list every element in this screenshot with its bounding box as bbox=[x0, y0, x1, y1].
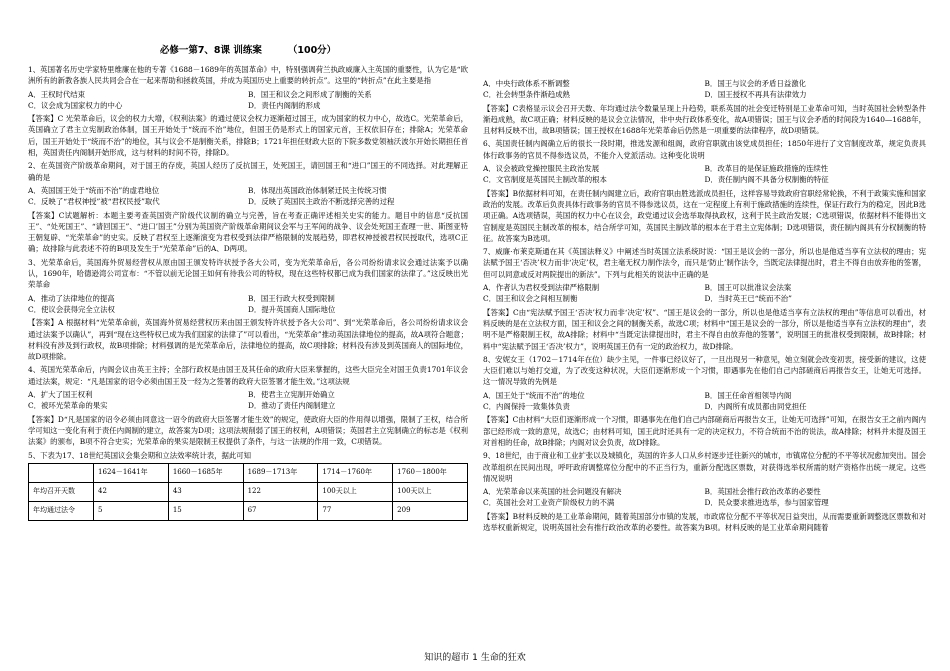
option: B．国王与议会的矛盾日益激化 bbox=[704, 79, 807, 88]
option: D．提升英国商人国际地位 bbox=[248, 304, 336, 314]
question-9: 9、18世纪，由于商业和工业扩张以及城镇化，英国的许多人口从乡村逐步迁往新兴的城市，市镇席位分配的不平等状况愈加突出。国会改革组织在民间出现，呼吁政府调整席位分配中的不正当行为，重新分配选区票数，对获得选举权所需的财产资格作出统一规定。这些情况说明 bbox=[483, 451, 926, 483]
option: C．文官制度是英国民主制改革的根本 bbox=[483, 175, 607, 185]
question-7-options bbox=[483, 282, 926, 305]
question-5: 5、下表为17、18世纪英国议会集会期和立法效率统计表，据此可知 bbox=[28, 450, 252, 460]
table-row bbox=[29, 482, 468, 501]
option: B．使君主立宪制开始确立 bbox=[248, 390, 335, 400]
page-footer: 知识的超市 1 生命的狂欢 bbox=[424, 653, 526, 663]
question-7: 7、威廉·布莱克斯通在其《英国法释义》中阐述当时英国立法系统时说：“国王是议会的一部分，所以也是他适当享有立法权的理由；宪法赋予国王‘否决’权力而非‘决定’权，君主毫无权力制作法令，而只是‘防止’制作法令，当既定法律提出时，君主不得自由放弃他的签署，但可以同意或反对两院提出的新法”。下列与此相关的说法中正确的是 bbox=[483, 247, 926, 279]
question-8: 8、安妮女王（1702－1714年在位）缺少主见，一件事已经议好了，一旦出现另一种意见，她立刻就会改变初衷，接受新的建议，这使大臣们难以与她打交道，为了改变这种状况，大臣们逐渐形成一个习惯，即遇事先在他们自己内部磋商后再报告女王，让她无可选择。这一情况导致的先例是 bbox=[483, 354, 926, 387]
answer-5: 【答案】C表格显示议会召开天数、年均通过法令数量呈现上升趋势，联系英国的社会变迁特别是工业革命可知，当时英国社会转型条件渐趋成熟，故C项正确；材料反映的是议会立法情况，非中央行政体系变化，故A项错误；国王与议会矛盾的时间段为1640—1688年，且材料反映不出，故B项错误；国王授权在1688年光荣革命后仍然是一项重要的法律程序，故D项错误。 bbox=[483, 103, 926, 136]
answer-2: 【答案】C试题解析：本题主要考查英国资产阶级代议制的确立与完善，旨在考查正确评述相关史实的能力。题目中的信息“反抗国王”、“处死国王”、“请回国王”、“进口’国王”分别为英国资产阶级革命期间议会军与王军间的战争、议会处死国王查理一世、斯图亚特王朝复辟、“光荣革命”的史实。反映了君权至上逐渐演变为君权受到法律严格限制的发展趋势，即君权神授被君权民授取代，选项C正确；故排除与此表述不符的B项及发生于“光荣革命”后的A、D两项。 bbox=[28, 210, 468, 254]
question-2: 2、在英国资产阶级革命期间，对于国王的存废，英国人经历了反抗国王，处死国王，请回国王和“进口”国王的不同选择。对此理解正确的是 bbox=[28, 161, 468, 182]
question-6-options bbox=[483, 163, 926, 186]
option: C．国王和议会之间相互制衡 bbox=[483, 294, 578, 304]
table-cell: 1624－1641年 bbox=[94, 463, 169, 482]
table-row bbox=[29, 501, 468, 520]
option: B．国王可以批准议会法案 bbox=[704, 283, 792, 293]
option: A．王权时代结束 bbox=[28, 89, 86, 99]
score-text: （100分） bbox=[287, 45, 337, 56]
table-cell: 42 bbox=[94, 482, 169, 501]
right-column bbox=[483, 0, 926, 535]
table-cell: 15 bbox=[168, 501, 243, 520]
option: A．扩大了国王权利 bbox=[28, 390, 93, 400]
answer-7: 【答案】C由“宪法赋予国王‘否决’权力而非‘决定’权”、“国王是议会的一部分，所以也是他适当享有立法权的理由”等信息可以看出，材料反映的是在立法权方面，国王和议会之间的制衡关系，故选C项；材料中“国王是议会的一部分，所以是他适当享有立法权的理由”，表明不是严格限制王权，故A排除；材料中“当既定法律提出时，君主不得自由放弃他的签署”，说明国王的批准权受到限制，故B排除；材料中“宪法赋予国王‘否决’权力”，说明英国王仍有一定的政治权力，故D排除。 bbox=[483, 307, 926, 351]
option: D．内阁所有成员都由同党担任 bbox=[704, 402, 807, 412]
table-cell: 77 bbox=[318, 501, 393, 520]
option: C．英国社会对工业资产阶级权力的不满 bbox=[483, 498, 615, 508]
option: A．中央行政体系不断调整 bbox=[483, 79, 570, 88]
option: A．光荣革命以来英国的社会问题没有解决 bbox=[483, 487, 622, 497]
table-cell: 43 bbox=[168, 482, 243, 501]
option: D．民众要求推进选举，参与国家管理 bbox=[704, 498, 829, 508]
option: A．推动了法律地位的提高 bbox=[28, 293, 115, 303]
page-title bbox=[28, 44, 468, 58]
question-3: 3、光荣革命后，英国海外贸易经营权从原由国王颁发特许状授予各大公司，变为光荣革命后，各公司纷纷请求议会通过法案予以确认，1690年，哈德逊湾公司宣布：“不管以前无论国王如何有待我公司的特权，现在这些特权都已成为我们国家的法律了。”这反映出光荣革命 bbox=[28, 257, 468, 290]
answer-4: 【答案】D“凡是国家的诏令必须由同意这一诏令的政府大臣签署才能生效”的规定，使政府大臣的作用得以增强，限制了王权，结合所学可知这一变化有利于责任内阁制的建立，故答案为D项；这项法规削弱了国王的权利，A项错误；英国君主立宪制确立的标志是《权利法案》的颁布，B项不符合史实；光荣革命的果实是限制王权提供了条件，与这一法规的作用一致，C项错误。 bbox=[28, 414, 468, 447]
question-1: 1、英国著名历史学家特里维廉在他的专著《1688－1689年的英国革命》中，特别强调荷兰执政威廉入主英国的重要性，认为它是“欧洲所有的新教各族人民共同会合在一起来帮助和拯救英国，并成为英国历史上重要的转折点”。这里的“转折点”在此主要是指 bbox=[28, 65, 468, 86]
option: B．改革目的是保证施政措施的连续性 bbox=[704, 164, 829, 174]
option: C．社会转型条件渐趋成熟 bbox=[483, 90, 570, 100]
table-cell: 1689－1713年 bbox=[243, 463, 318, 482]
option: B．英国社会推行政治改革的必要性 bbox=[704, 487, 821, 497]
answer-3: 【答案】A 根据材料“光荣革命前，英国海外贸易经营权历来由国王颁发特许状授予各大公司”、到“光荣革命后，各公司纷纷请求议会通过法案予以确认”，再到“现在这些特权已成为我们国家的法律了”可以看出，“光荣革命”推动英国法律地位的提高，故A项符合题意；材料没有涉及到行政权，故B项排除；材料强调的是光荣革命后，法律地位的提高，故C项排除；材料没有涉及到英国商人的国际地位，故D项排除。 bbox=[28, 318, 468, 362]
option: C．内阁保持一致集体负责 bbox=[483, 402, 570, 412]
option: B．体现出英国政治体制紧迁民主传统习惯 bbox=[248, 185, 387, 195]
question-8-options bbox=[483, 390, 926, 413]
table-cell: 年均通过法令 bbox=[29, 501, 94, 520]
left-column bbox=[28, 0, 468, 525]
table-cell: 209 bbox=[393, 501, 468, 520]
answer-1: 【答案】C 光荣革命后，议会的权力大增，《权利法案》的通过使议会权力逐渐超过国王，成为国家的权力中心，故选C。光荣革命后，英国确立了君主立宪制政治体制，国王开始处于“统而不治”地位，但国王仍是形式上的国家元首，王权依旧存在；排除A；光荣革命后，国王开始处于“统而不治”的地位，其与议会不是制衡关系，排除B；1721年担任财政大臣的下院多数党领袖沃波尔开始长期担任首相，英国责任内阁制开始形成，这与材料的时间不符，排除D。 bbox=[28, 114, 468, 158]
table-cell: 100天以上 bbox=[318, 482, 393, 501]
question-4: 4、英国光荣革命后，内阁会议由英王主持；全部行政权是由国王及其任命的政府大臣来掌握的，这些大臣完全对国王负责1701年议会通过法案，规定：“凡是国家的诏令必须由国王及一经为之签署的政府大臣签署才能生效。”这项法规 bbox=[28, 365, 468, 386]
option: C．使议会获得完全立法权 bbox=[28, 304, 115, 314]
option: D．当时英王已“统而不治” bbox=[704, 294, 792, 304]
option: A．议会被政党操控服民主政治发展 bbox=[483, 164, 600, 174]
option: D．责任制内阁不具备分权制衡的特征 bbox=[704, 175, 829, 185]
option: D．国王授权不再具有法律效力 bbox=[704, 90, 807, 100]
option: D．推动了责任内阁制建立 bbox=[248, 401, 336, 411]
question-5-options bbox=[483, 78, 926, 101]
question-9-options bbox=[483, 486, 926, 509]
option: B．国王行政大权受到限制 bbox=[248, 293, 335, 303]
table-cell: 1714－1760年 bbox=[318, 463, 393, 482]
table-cell: 122 bbox=[243, 482, 318, 501]
option: A．英国国王处于“统而不治”的虚君地位 bbox=[28, 185, 160, 195]
table-cell: 年均召开天数 bbox=[29, 482, 94, 501]
option: D．反映了英国民主政治不断选择完善的过程 bbox=[248, 197, 395, 207]
table-cell: 1760－1800年 bbox=[393, 463, 468, 482]
parliament-stats-table bbox=[28, 463, 468, 521]
question-4-options bbox=[28, 389, 468, 412]
table-cell: 1660－1685年 bbox=[168, 463, 243, 482]
answer-9: 【答案】B材料反映的是工业革命期间，随着英国部分市镇的发展，市政席位分配不平等状况日益突出，从而需要重新调整选区票数和对选举权重新规定，说明英国社会有推行政治改革的必要性。故答案为B项。材料反映的是工业革命期间随着 bbox=[483, 511, 926, 532]
table-cell: 67 bbox=[243, 501, 318, 520]
option: A．国王处于“统而不治”的地位 bbox=[483, 390, 585, 400]
table-cell: 5 bbox=[94, 501, 169, 520]
question-2-options bbox=[28, 185, 468, 208]
option: C．反映了“君权神授”被“君权民授”取代 bbox=[28, 197, 160, 207]
table-header-row bbox=[29, 463, 468, 482]
question-1-options bbox=[28, 89, 468, 112]
option: C．被环光荣革命的果实 bbox=[28, 401, 108, 411]
option: A．作者认为君权受到法律严格限制 bbox=[483, 283, 600, 293]
answer-8: 【答案】C由材料“大臣们逐渐形成一个习惯，即遇事先在他们自己内部磋商后再报告女王，让她无可选择”可知，在报告女王之前内阁内部已经形成一致的意见，故选C；由材料可知，国王此时还具有一定的决定权力，不符合统而不治的说法，故A排除；材料并未提及国王对首相的任命，故B排除；内阁对议会负责，故D排除。 bbox=[483, 415, 926, 447]
option: B．国王任命首相领导内阁 bbox=[704, 390, 792, 400]
table-cell bbox=[29, 463, 94, 482]
question-3-options bbox=[28, 293, 468, 316]
option: C．议会成为国家权力的中心 bbox=[28, 100, 123, 110]
title-text: 必修一第7、8课 训练案 bbox=[159, 45, 262, 56]
option: D．责任内阁制的形成 bbox=[248, 100, 321, 110]
question-6: 6、英国责任制内阁确立后的很长一段时期，推选发源和组阁，政府官职就由该党成员担任；1850年进行了文官制度改革，规定负责具体行政事务的官员不得参选议员，不能介入党派活动。这种变化说明 bbox=[483, 139, 926, 160]
table-cell: 100天以上 bbox=[393, 482, 468, 501]
option: B．国王和议会之间形成了制衡的关系 bbox=[248, 89, 372, 99]
answer-6: 【答案】B依据材料可知，在责任制内阁建立后，政府官职由胜选派成员担任，这样容易导致政府官职经常轮换，不利于政策实施和国家政治的发展。改革后负责具体行政事务的官员不得参选议员，这在一定程度上有利于施政措施的连续性，保证行政行为的稳定，因此B选项正确。A选项错误，英国的权力中心在议会，政党通过议会选举取得执政权，这利于民主政治发展；C选项错误，依据材料不能得出文官制度是英国民主制改革的根本，结合所学可知，英国民主制改革的根本在于君主立宪体制；D选项错误，责任制内阁具有分权制衡的特征。故答案为B选项。 bbox=[483, 188, 926, 243]
